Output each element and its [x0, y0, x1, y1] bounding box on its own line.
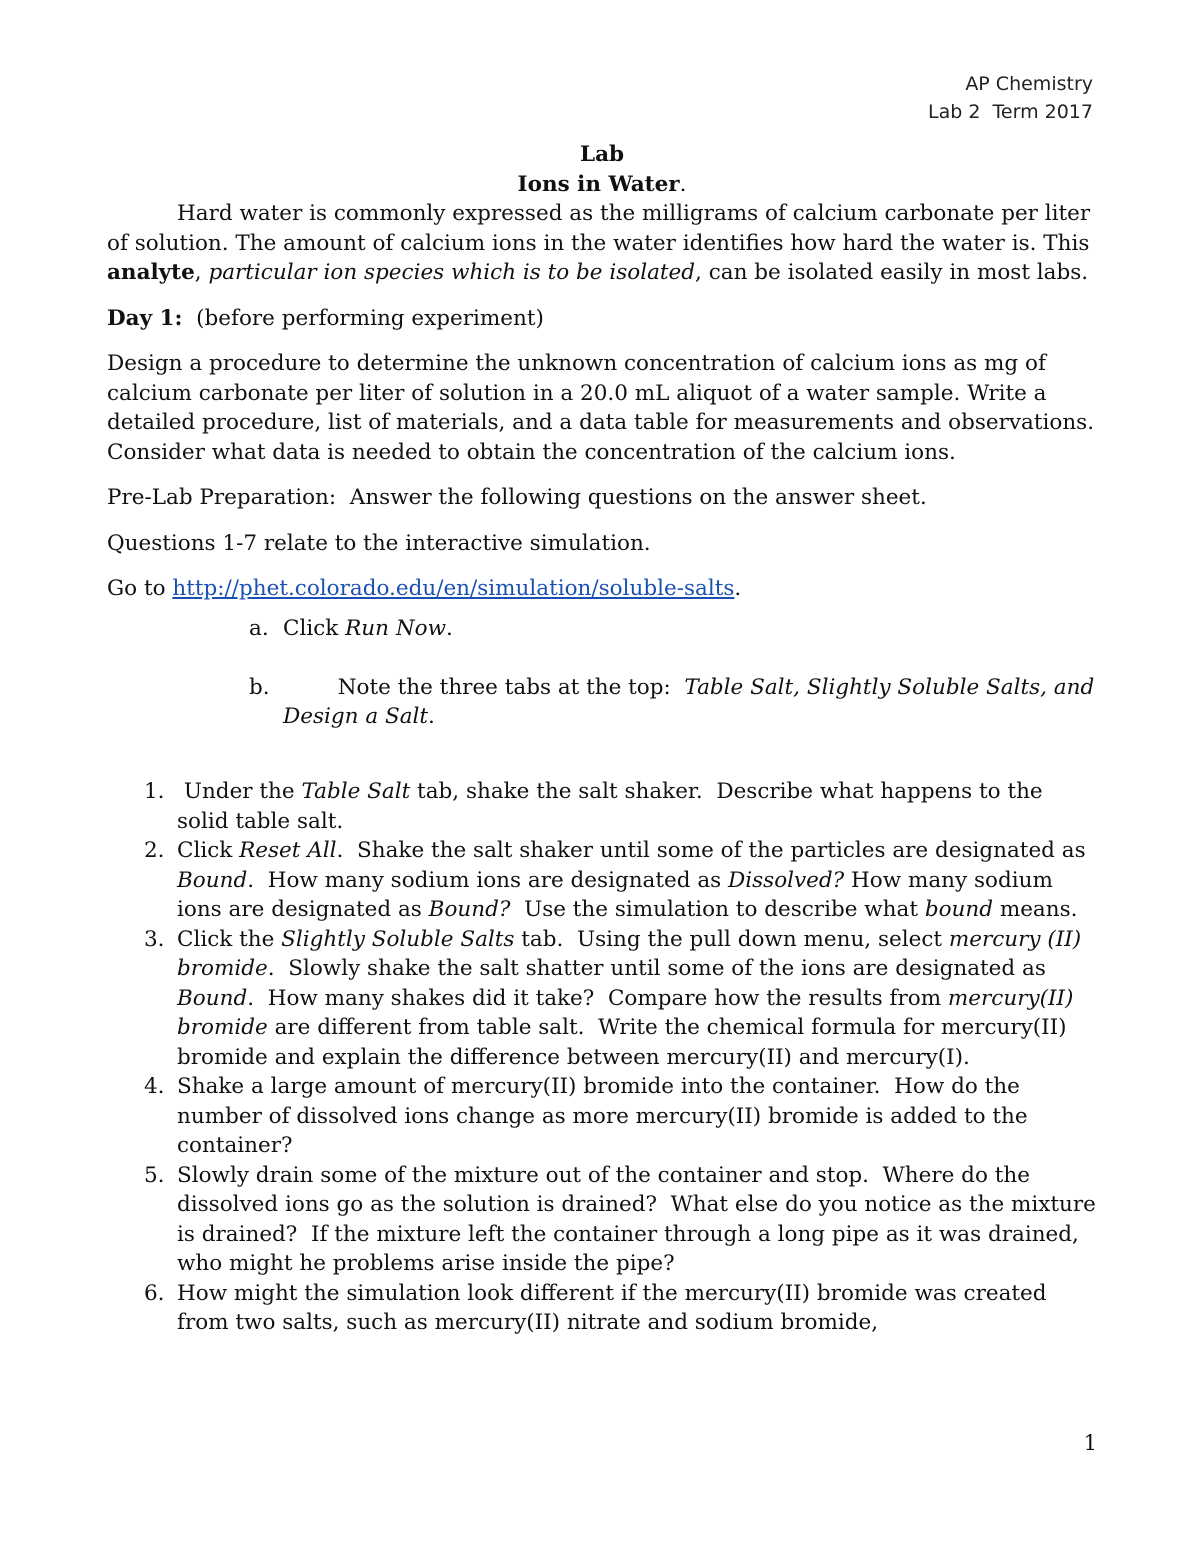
item-text: . How many shakes did it take? Compare how the results from	[247, 985, 948, 1011]
item-text: How many sodium ions are designated as	[177, 867, 1060, 922]
item-emphasis: bound	[924, 897, 993, 922]
list-marker: 2.	[144, 838, 165, 863]
list-marker: a.	[249, 615, 269, 641]
list-marker: 5.	[144, 1162, 165, 1188]
list-item-b	[107, 643, 1102, 761]
question-1	[107, 777, 1097, 836]
question-2	[107, 836, 1097, 925]
list-marker: 6.	[144, 1280, 165, 1306]
day1-note: (before performing experiment)	[182, 305, 544, 331]
goto-paragraph	[107, 574, 1097, 604]
item-emphasis: Table Salt, Slightly Soluble Salts, and Design a Salt	[283, 674, 1102, 729]
item-text: Click	[283, 615, 346, 641]
item-text: tab. Using the pull down menu, select	[514, 926, 949, 952]
item-emphasis: Table Salt	[301, 779, 411, 804]
item-emphasis: Bound	[177, 867, 248, 893]
item-text: Click the	[177, 926, 282, 952]
intro-paragraph	[107, 199, 1097, 288]
page-number: 1	[1083, 1431, 1097, 1455]
item-text: . Slowly shake the salt shatter until some of the ions are designated as	[267, 956, 1053, 981]
sub-list	[107, 614, 1102, 762]
item-text: means.	[992, 897, 1078, 922]
list-marker: 1.	[144, 779, 165, 804]
item-text: Shake a large amount of mercury(II) bromide into the container. How do the number of dissolved ions change as more mercury(II) bromide is added to the container?	[177, 1074, 1035, 1158]
questions-intro: Questions 1-7 relate to the interactive simulation.	[107, 530, 651, 556]
item-text: Note the three tabs at the top:	[337, 674, 685, 700]
item-emphasis: Bound	[177, 985, 248, 1011]
item-emphasis: Reset All	[239, 838, 337, 863]
lab-term: Lab 2 Term 2017	[928, 101, 1093, 123]
question-5	[107, 1161, 1103, 1279]
item-text: Click	[177, 838, 240, 863]
day1-label: Day 1:	[107, 305, 183, 331]
item-emphasis: Dissolved?	[728, 867, 845, 893]
item-emphasis: Run Now	[345, 615, 446, 641]
intro-text-end: , can be isolated easily in most labs.	[695, 260, 1089, 285]
title-lab: Lab	[579, 142, 625, 167]
question-4	[107, 1072, 1097, 1161]
goto-prefix: Go to	[107, 576, 173, 601]
list-marker: 4.	[144, 1074, 165, 1099]
design-paragraph: Design a procedure to determine the unknown concentration of calcium ions as mg of calcium carbonate per liter of solution in a 20.0 mL aliquot of a water sample. Write a detailed procedure, list of materials, and a data table for measurements and observations. Consider what data is needed to obtain the concentration of the calcium ions.	[107, 351, 1095, 465]
item-text: Under the	[177, 779, 302, 804]
page-header	[928, 70, 1093, 126]
course-name: AP Chemistry	[965, 73, 1093, 95]
item-emphasis: Bound?	[428, 897, 511, 922]
question-3	[107, 925, 1097, 1073]
item-text: tab, shake the salt shaker. Describe what happens to the solid table salt.	[177, 779, 1050, 834]
phet-link[interactable]: http://phet.colorado.edu/en/simulation/soluble-salts	[172, 576, 735, 601]
item-text: How might the simulation look different if the mercury(II) bromide was created from two salts, such as mercury(II) nitrate and sodium bromide,	[177, 1280, 1054, 1335]
item-emphasis: mercury (II) bromide	[177, 926, 1088, 981]
list-item-a	[107, 614, 1097, 644]
item-text: Use the simulation to describe what	[510, 897, 925, 922]
title-main	[107, 170, 1097, 200]
title-period: .	[679, 171, 687, 197]
analyte-term: analyte	[107, 260, 195, 285]
document-body	[107, 140, 1103, 1338]
intro-text: Hard water is commonly expressed as the milligrams of calcium carbonate per liter of solution. The amount of calcium ions in the water identifies how hard the water is. This	[107, 201, 1091, 256]
item-text: . How many sodium ions are designated as	[247, 867, 729, 893]
list-marker: 3.	[144, 926, 165, 952]
item-emphasis: Slightly Soluble Salts	[281, 926, 515, 952]
day1-heading	[107, 304, 1097, 334]
intro-comma: ,	[194, 260, 209, 285]
title-text: Ions in Water	[517, 171, 680, 197]
list-marker: b.	[249, 674, 270, 700]
prelab-paragraph: Pre-Lab Preparation: Answer the following questions on the answer sheet.	[107, 485, 927, 510]
goto-suffix: .	[734, 576, 742, 601]
analyte-definition: particular ion species which is to be isolated	[208, 260, 696, 285]
item-end: .	[446, 615, 453, 641]
item-text: are different from table salt. Write the chemical formula for mercury(II) bromide and explain the difference between mercury(II) and mercury(I).	[177, 1015, 1074, 1070]
question-6	[107, 1279, 1097, 1338]
item-emphasis: mercury(II) bromide	[177, 985, 1081, 1040]
item-text: . Shake the salt shaker until some of the particles are designated as	[336, 838, 1093, 863]
question-list	[107, 777, 1103, 1338]
item-end: .	[428, 704, 435, 729]
item-text: Slowly drain some of the mixture out of the container and stop. Where do the dissolved ions go as the solution is drained? What else do you notice as the mixture is drained? If the mixture left the container through a long pipe as it was drained, who might he problems arise inside the pipe?	[177, 1162, 1103, 1276]
